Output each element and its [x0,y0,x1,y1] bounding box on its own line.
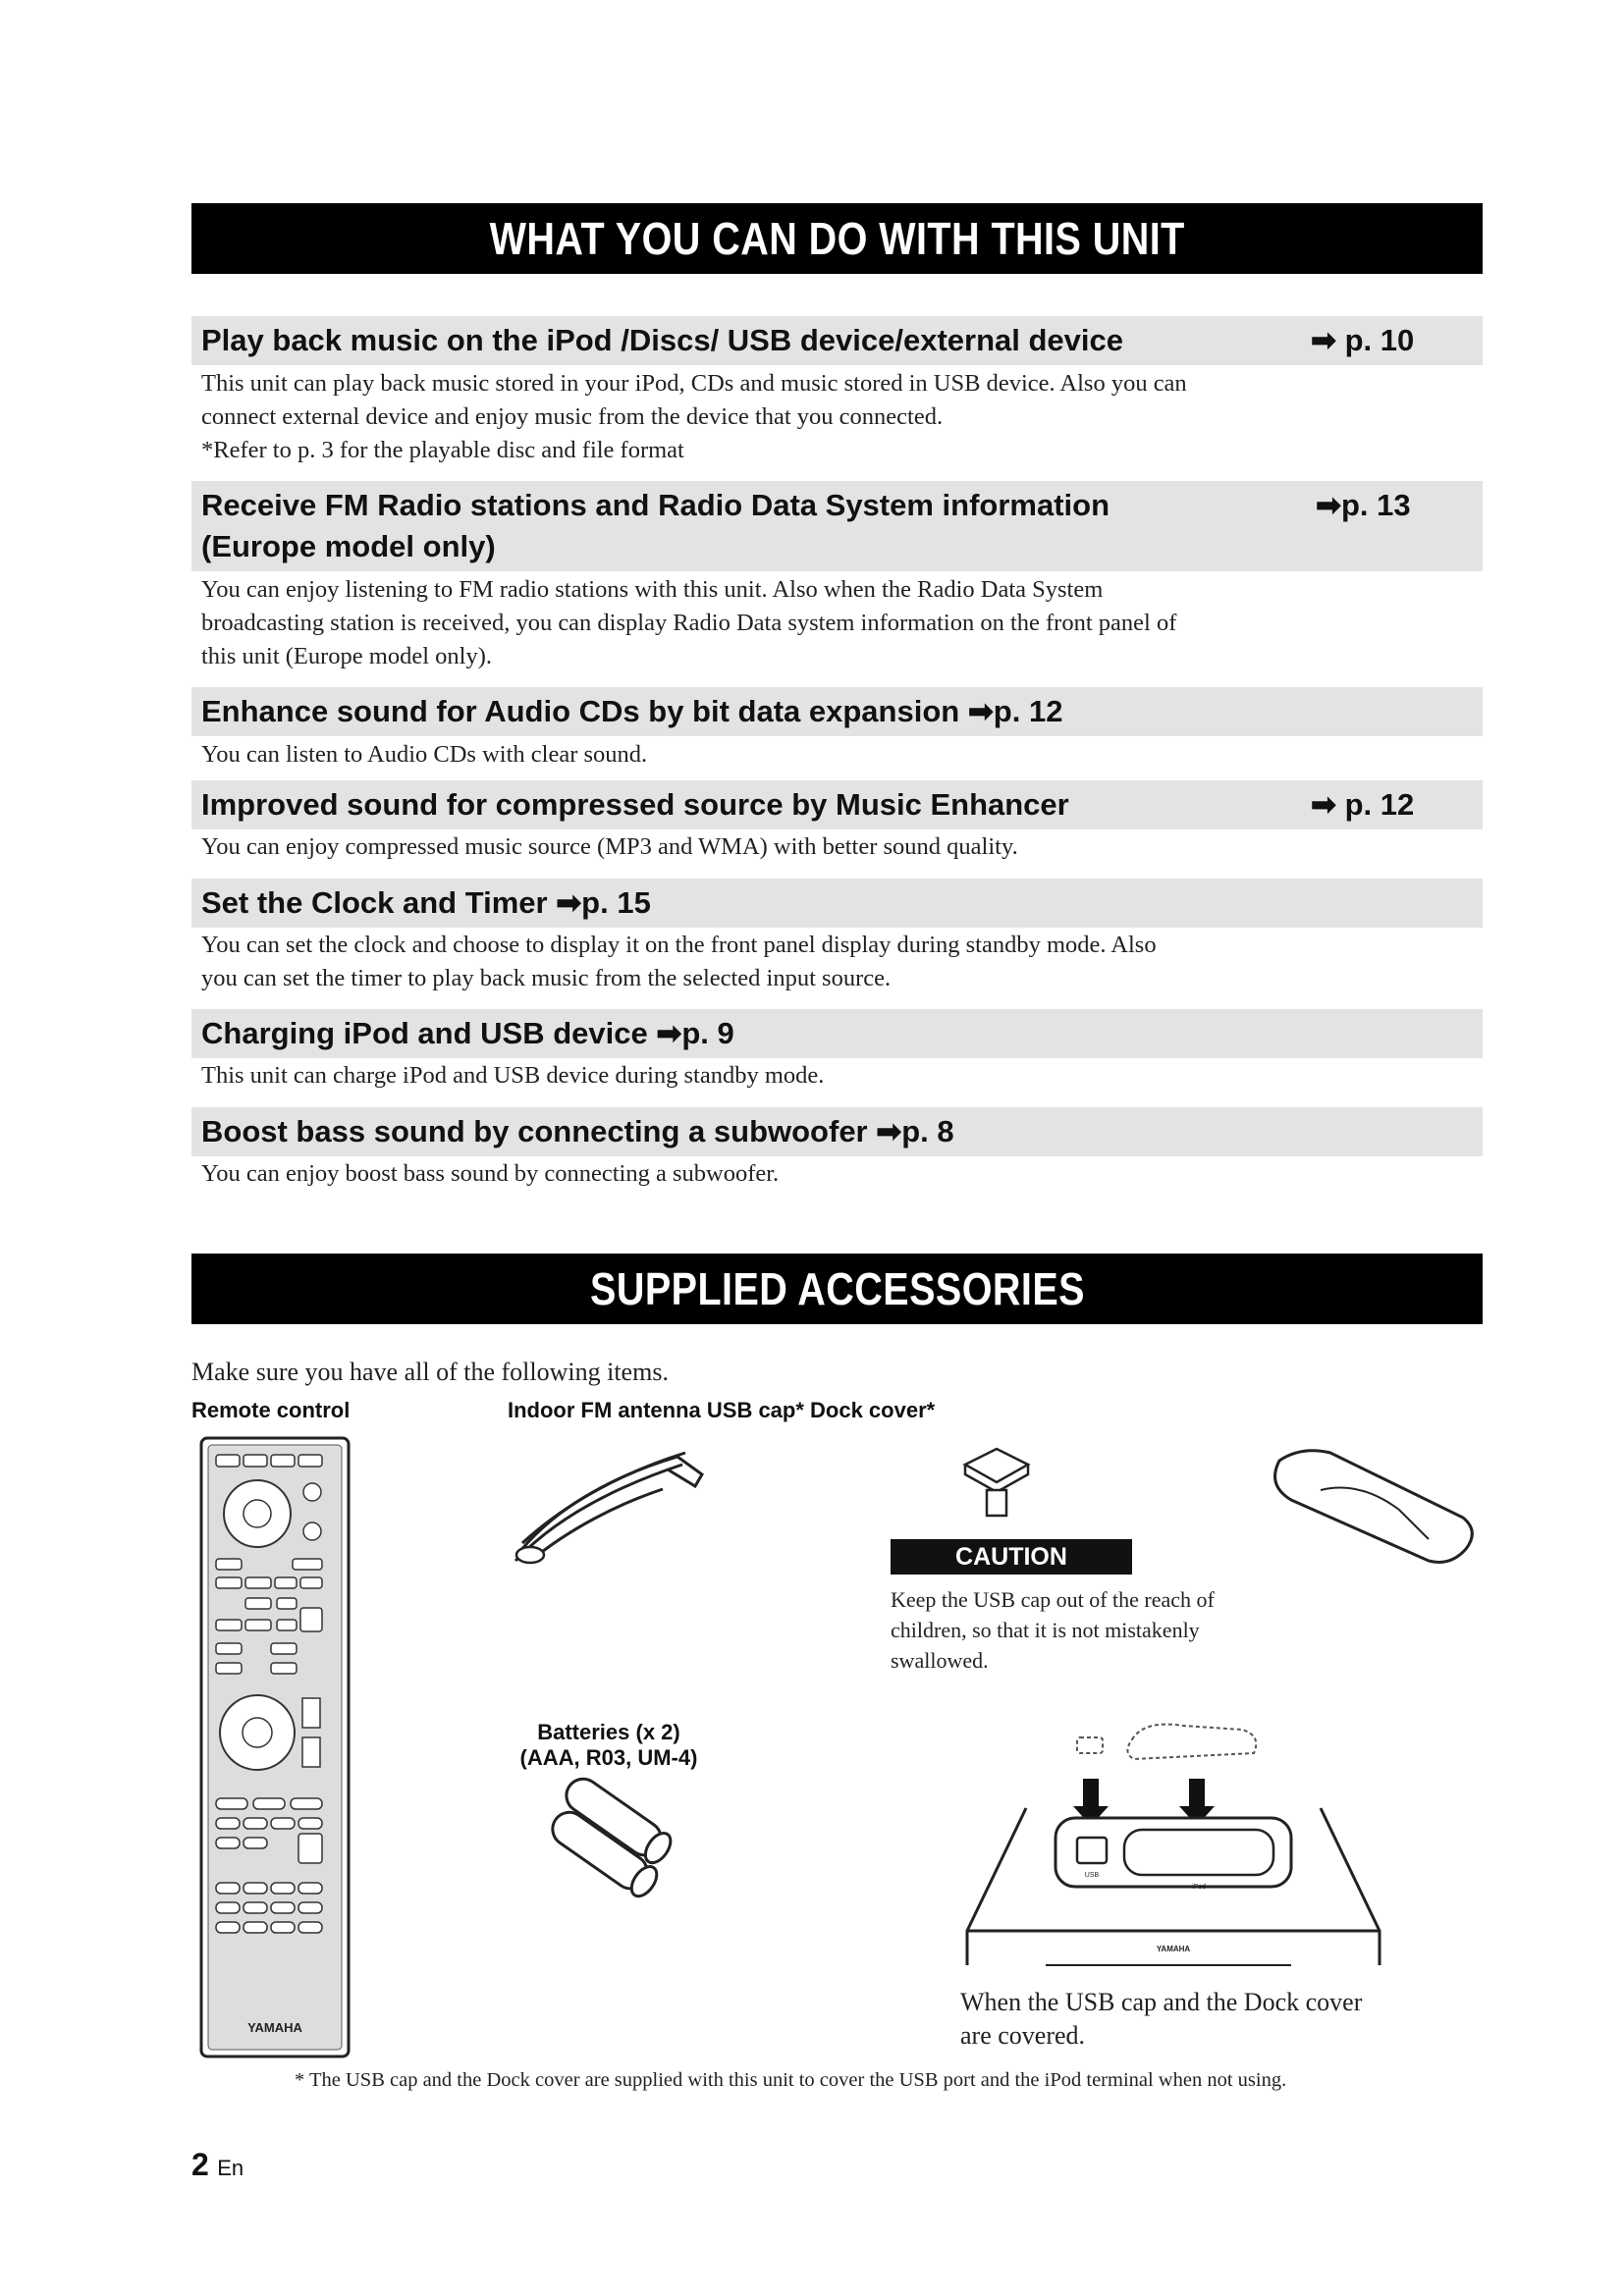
dock-cover-illustration [1262,1441,1483,1574]
remote-brand-label: YAMAHA [247,2020,302,2035]
feature-heading-music-enhancer: Improved sound for compressed source by Music Enhancer ➡ p. 12 [191,780,1483,829]
feature-heading-fm-radio: Receive FM Radio stations and Radio Data System information (Europe model only) ➡p. 13 [191,481,1483,571]
caution-badge: CAUTION [891,1539,1132,1575]
fm-antenna-illustration [501,1435,717,1573]
label-batteries: Batteries (x 2) (AAA, R03, UM-4) [519,1720,698,1770]
feature-heading-playback: Play back music on the iPod /Discs/ USB device/external device ➡ p. 10 [191,316,1483,365]
feature-body-fm-radio: You can enjoy listening to FM radio stations with this unit. Also when the Radio Data System broadcasting station is received, you can display Radio Data system information on the front panel of this unit (Europe model only). [201,576,1177,669]
accessories-intro: Make sure you have all of the following items. [191,1358,669,1386]
caution-text: Keep the USB cap out of the reach of children, so that it is not mistakenly swallowed. [891,1587,1215,1673]
page-ref: ➡p. 13 [1316,488,1411,522]
feature-body-bit-expansion: You can listen to Audio CDs with clear sound. [201,741,648,768]
unit-covered-illustration [957,1720,1389,1985]
feature-heading-charging: Charging iPod and USB device ➡p. 9 [191,1009,1483,1058]
section-title-supplied-accessories: SUPPLIED ACCESSORIES [191,1254,1483,1324]
feature-body-subwoofer: You can enjoy boost bass sound by connecting a subwoofer. [201,1160,780,1187]
batteries-illustration [530,1779,687,1887]
page-ref: ➡ p. 10 [1311,323,1415,357]
unit-ipod-label: iPod [1191,1884,1207,1891]
label-remote-control: Remote control [191,1398,351,1422]
page-ref: ➡ p. 12 [1311,787,1415,822]
covered-caption: When the USB cap and the Dock cover are covered. [960,1988,1363,2050]
footnote: * The USB cap and the Dock cover are supplied with this unit to cover the USB port and the iPod terminal when not using. [295,2069,1287,2091]
feature-body-music-enhancer: You can enjoy compressed music source (MP3 and WMA) with better sound quality. [201,833,1018,860]
unit-brand-label: YAMAHA [1156,1945,1191,1953]
feature-body-playback: This unit can play back music stored in your iPod, CDs and music stored in USB device. Also you can connect external device and enjoy music from the device that you connected. *Refer to p. 3 for the playable disc and file format [201,370,1187,463]
page-number: 2 En [191,2147,244,2182]
remote-control-illustration [196,1433,353,2061]
label-antenna-cap-cover: Indoor FM antenna USB cap* Dock cover* [508,1398,936,1422]
feature-heading-clock-timer: Set the Clock and Timer ➡p. 15 [191,879,1483,928]
feature-heading-subwoofer: Boost bass sound by connecting a subwoofer ➡p. 8 [191,1107,1483,1156]
unit-usb-label: USB [1084,1872,1100,1879]
feature-body-clock-timer: You can set the clock and choose to display it on the front panel display during standby mode. Also you can set the timer to play back music from the selected input source. [201,932,1157,991]
usb-cap-illustration [957,1443,1036,1522]
feature-heading-bit-expansion: Enhance sound for Audio CDs by bit data expansion ➡p. 12 [191,687,1483,736]
section-title-what-you-can-do: WHAT YOU CAN DO WITH THIS UNIT [191,203,1483,274]
feature-body-charging: This unit can charge iPod and USB device during standby mode. [201,1062,825,1089]
